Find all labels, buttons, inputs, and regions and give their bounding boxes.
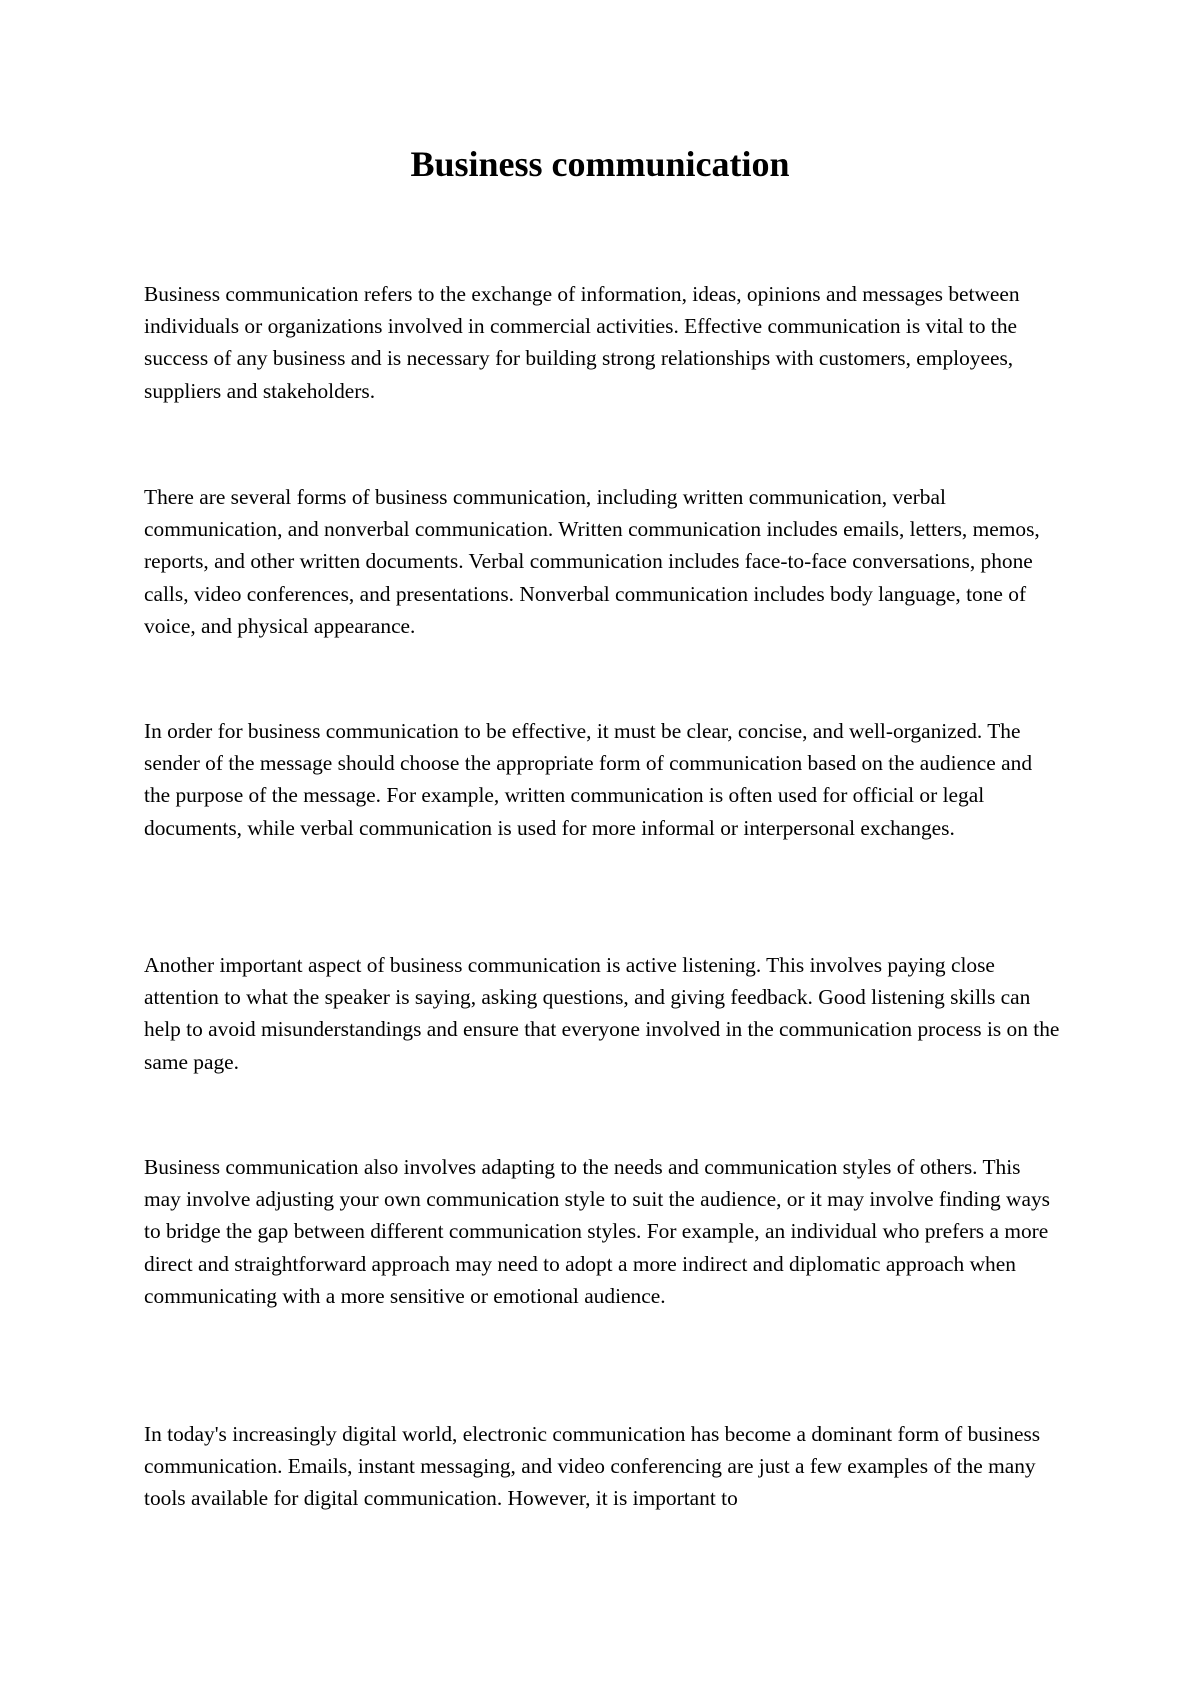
body-paragraph-2: There are several forms of business communication, including written communication, verbal communication, and nonverbal communication. Written communication includes emails, letters, memos, reports, and other written documents. Verbal communication includes face-to-face conversations, phone calls, video conferences, and presentations. Nonverbal communication includes body language, tone of voice, and physical appearance. [144, 485, 1040, 638]
body-paragraph-4: Another important aspect of business communication is active listening. This involves paying close attention to what the speaker is saying, asking questions, and giving feedback. Good listening skills can help to avoid misunderstandings and ensure that everyone involved in the communication process is on the same page. [144, 953, 1060, 1074]
body-paragraph-3: In order for business communication to be effective, it must be clear, concise, and well-organized. The sender of the message should choose the appropriate form of communication based on the audience and the purpose of the message. For example, written communication is often used for official or legal documents, while verbal communication is used for more informal or interpersonal exchanges. [144, 719, 1033, 840]
document-title: Business communication [410, 144, 790, 184]
body-paragraph-5: Business communication also involves adapting to the needs and communication styles of others. This may involve adjusting your own communication style to suit the audience, or it may involve finding ways to bridge the gap between different communication styles. For example, an individual who prefers a more direct and straightforward approach may need to adopt a more indirect and diplomatic approach when communicating with a more sensitive or emotional audience. [144, 1155, 1050, 1308]
body-paragraph-6: In today's increasingly digital world, electronic communication has become a dominant form of business communication. Emails, instant messaging, and video conferencing are just a few examples of the many tools available for digital communication. However, it is important to [144, 1422, 1041, 1511]
body-paragraph-1: Business communication refers to the exchange of information, ideas, opinions and messages between individuals or organizations involved in commercial activities. Effective communication is vital to the success of any business and is necessary for building strong relationships with customers, employees, suppliers and stakeholders. [144, 282, 1020, 403]
